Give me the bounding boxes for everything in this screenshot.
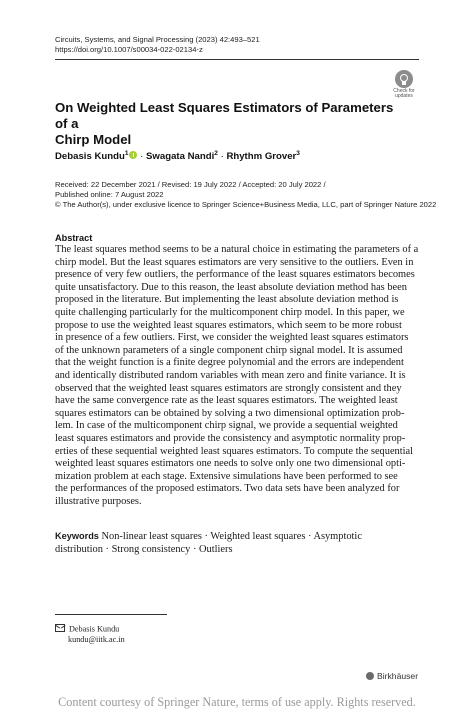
abstract-line: erties of these sequential weighted least squares estimators. To compute the sequential [55,445,414,457]
author-separator: · [220,151,224,163]
author-name[interactable]: Debasis Kundu [55,151,125,163]
abstract-line: weighted least squares estimators one needs to solve only one two dimensional opti- [55,458,406,470]
check-for-updates-label-2: updates [395,93,413,100]
birkhauser-logo-icon [366,672,374,680]
publisher-logo [366,671,418,681]
abstract-body [55,244,419,508]
corresponding-author: Debasis Kundu [69,624,120,634]
abstract-line: of the unknown parameters of a single component chirp signal model. It is assumed [55,344,403,356]
published-online: Published online: 7 August 2022 [55,190,164,199]
paper-title-line-2: Chirp Model [55,132,132,147]
abstract-line: lem. In case of the multicomponent chirp signal, we provide a sequential weighted [55,420,398,432]
check-for-updates-label-1: Check for [393,88,415,94]
author-affiliation: 1 [124,150,129,157]
publisher-name: Birkhäuser [377,671,419,681]
courtesy-footer: Content courtesy of Springer Nature, terms of use apply. Rights reserved. [58,695,416,709]
history-dates: Received: 22 December 2021 / Revised: 19 July 2022 / Accepted: 20 July 2022 / [55,180,326,189]
abstract-line: have the same convergence rate as the least squares estimators. The weighted least [55,395,398,407]
author-name[interactable]: Swagata Nandi [146,151,215,163]
abstract-line: the performances of the proposed estimators. Two data sets have been analyzed for [55,483,400,495]
abstract-line: squares estimators can be obtained by solving a two dimensional optimization prob- [55,407,405,419]
abstract-line: illustrative purposes. [55,495,142,507]
abstract-line: quite unsatisfactory. Due to this reason, the least absolute deviation method has been [55,281,407,293]
keywords [55,530,419,556]
correspondence-rule [55,614,167,615]
header-rule [55,59,419,60]
journal-citation: Circuits, Systems, and Signal Processing (2023) 42:493–521 [55,35,260,44]
journal-header [55,35,260,55]
check-for-updates-icon [395,70,413,88]
abstract-line: The least squares method seems to be a natural choice in estimating the parameters of a [55,244,419,255]
publication-history [55,180,436,210]
correspondence [55,624,125,646]
doi-link[interactable]: https://doi.org/10.1007/s00034-022-02134-z [55,45,203,54]
paper-title-line-1: On Weighted Least Squares Estimators of Parameters of a [55,100,394,131]
author-affiliation: 3 [296,150,300,157]
paper-title [55,100,395,148]
author-name[interactable]: Rhythm Grover [226,151,297,163]
keywords-line-1: Non-linear least squares · Weighted least squares · Asymptotic [101,531,362,542]
author-list [55,148,300,163]
author-separator: · [140,151,144,163]
copyright-notice: © The Author(s), under exclusive licence to Springer Science+Business Media, LLC, part of Springer Nature 2022 [55,200,437,209]
abstract-line: and identically distributed random variables with mean zero and finite variance. It is [55,369,406,381]
abstract-line: presence of very few outliers, the performance of the least squares estimators becomes [55,269,415,281]
abstract-line: observed that the weighted least squares estimators are strongly consistent and they [55,382,402,394]
corresponding-email[interactable]: kundu@iitk.ac.in [68,635,125,644]
abstract-line: mization problem at each stage. Extensive simulations have been performed to see [55,470,398,482]
abstract-line: quite challenging particularly for the multicomponent chirp model. In this paper, we [55,306,405,318]
abstract-line: propose to use the weighted least squares estimators, which seem to be more robust [55,319,402,331]
keywords-line-2: distribution · Strong consistency · Outliers [55,543,233,555]
abstract-heading: Abstract [55,233,93,243]
keywords-label: Keywords [55,531,99,541]
abstract-line: least squares estimators and provide the consistency and asymptotic normality prop- [55,432,406,444]
check-for-updates-badge[interactable] [390,70,418,101]
abstract-line: proposed in the literature. But implementing the least absolute deviation method is [55,294,399,306]
abstract-line: that the weight function is a finite degree polynomial and the errors are independent [55,357,404,369]
orcid-icon[interactable] [129,151,137,159]
author-affiliation: 2 [214,150,218,157]
abstract-line: in presence of a few outliers. First, we consider the weighted least squares estimators [55,332,409,344]
mail-icon [55,624,65,632]
abstract-line: chirp model. But the least squares estimators are very sensitive to the outliers. Even in [55,256,414,268]
